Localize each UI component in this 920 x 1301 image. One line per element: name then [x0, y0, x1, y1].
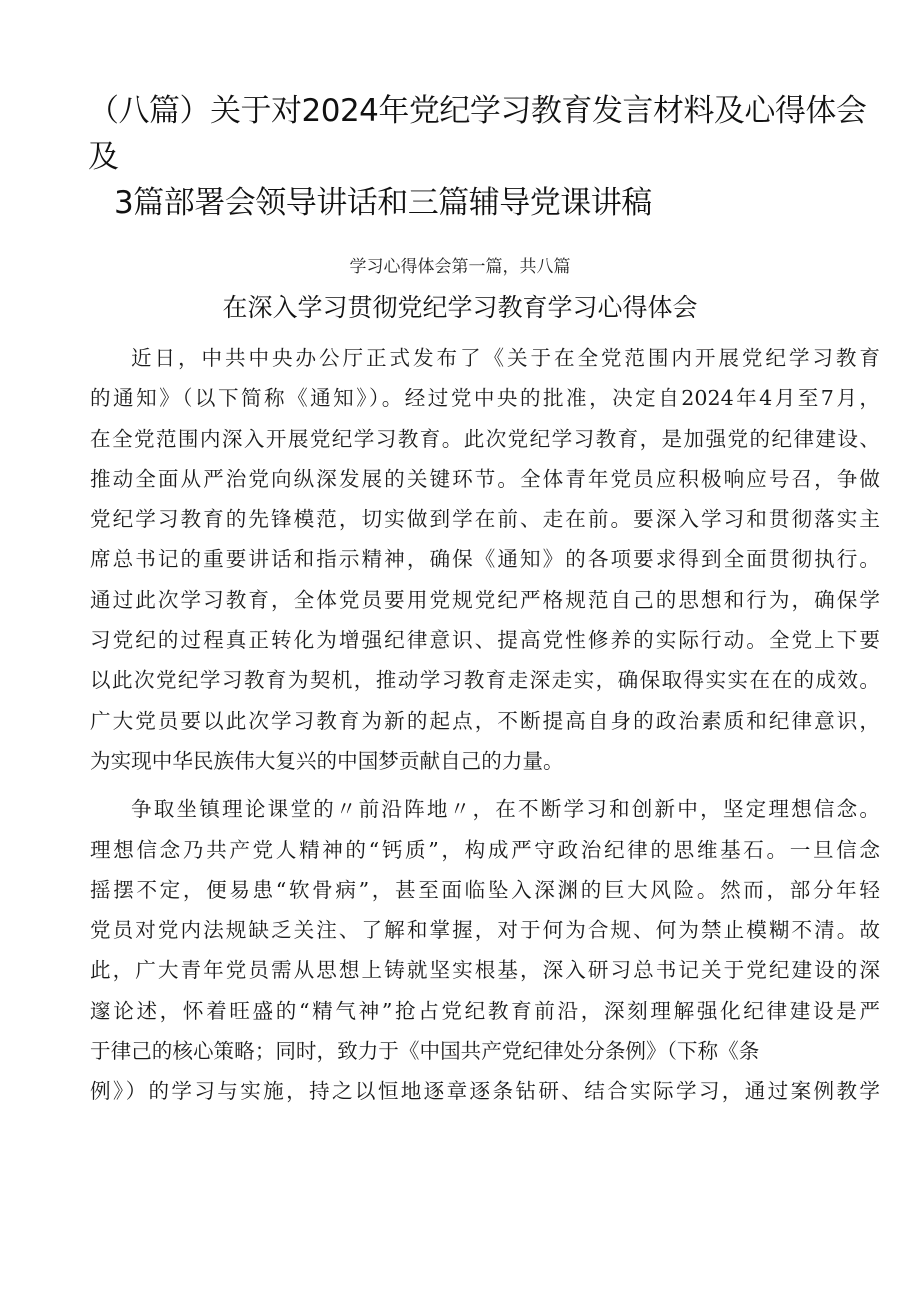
paragraph-2 [90, 789, 880, 1111]
paragraph-line: 通过此次学习教育，全体党员要用党规党纪严格规范自己的思想和行为，确保学 [90, 587, 880, 612]
document-title-line-1: （八篇）关于对2024年党纪学习教育发言材料及心得体会及 [88, 93, 867, 175]
document-body [90, 338, 880, 1112]
paragraph-line: 近日，中共中央办公厅正式发布了《关于在全党范围内开展党纪学习教育 [131, 346, 880, 370]
paragraph-line: 席总书记的重要讲话和指示精神，确保《通知》的各项要求得到全面贯彻执行。 [90, 547, 880, 572]
paragraph-line: 争取坐镇理论课堂的〃前沿阵地〃，在不断学习和创新中，坚定理想信念。 [131, 797, 880, 822]
paragraph-line: 理想信念乃共产党人精神的“钙质”，构成严守政治纪律的思维基石。一旦信念 [90, 837, 880, 862]
section-subtitle: 学习心得体会第一篇，共八篇 [349, 257, 571, 277]
paragraph-1 [90, 338, 880, 781]
paragraph-line: 广大党员要以此次学习教育为新的起点，不断提高自身的政治素质和纪律意识， [90, 708, 880, 733]
paragraph-line: 例》）的学习与实施，持之以恒地逐章逐条钻研、结合实际学习，通过案例教学 [90, 1079, 880, 1104]
section-title: 在深入学习贯彻党纪学习教育学习心得体会 [222, 293, 698, 322]
paragraph-line: 于律己的核心策略；同时，致力于《中国共产党纪律处分条例》（下称《条 [90, 1039, 760, 1064]
document-title [88, 88, 878, 226]
document-title-line-2: 3篇部署会领导讲话和三篇辅导党课讲稿 [114, 185, 652, 221]
paragraph-line: 推动全面从严治党向纵深发展的关键环节。全体青年党员应积极响应号召，争做 [90, 466, 880, 491]
paragraph-line: 摇摆不定，便易患“软骨病”，甚至面临坠入深渊的巨大风险。然而，部分年轻 [90, 877, 880, 902]
paragraph-line: 为实现中华民族伟大复兴的中国梦贡献自己的力量。 [90, 748, 564, 773]
paragraph-line: 此，广大青年党员需从思想上铸就坚实根基，深入研习总书记关于党纪建设的深 [90, 958, 880, 983]
paragraph-line: 以此次党纪学习教育为契机，推动学习教育走深走实，确保取得实实在在的成效。 [90, 668, 880, 693]
paragraph-line: 党员对党内法规缺乏关注、了解和掌握，对于何为合规、何为禁止模糊不清。故 [90, 918, 880, 943]
paragraph-line: 在全党范围内深入开展党纪学习教育。此次党纪学习教育，是加强党的纪律建设、 [90, 426, 880, 451]
paragraph-line: 习党纪的过程真正转化为增强纪律意识、提高党性修养的实际行动。全党上下要 [90, 628, 880, 653]
paragraph-line: 党纪学习教育的先锋模范，切实做到学在前、走在前。要深入学习和贯彻落实主 [90, 507, 880, 532]
paragraph-line: 的通知》（以下简称《通知》）。经过党中央的批准，决定自2024年4月至7月， [90, 386, 880, 411]
paragraph-line: 邃论述，怀着旺盛的“精气神”抢占党纪教育前沿，深刻理解强化纪律建设是严 [90, 998, 880, 1023]
